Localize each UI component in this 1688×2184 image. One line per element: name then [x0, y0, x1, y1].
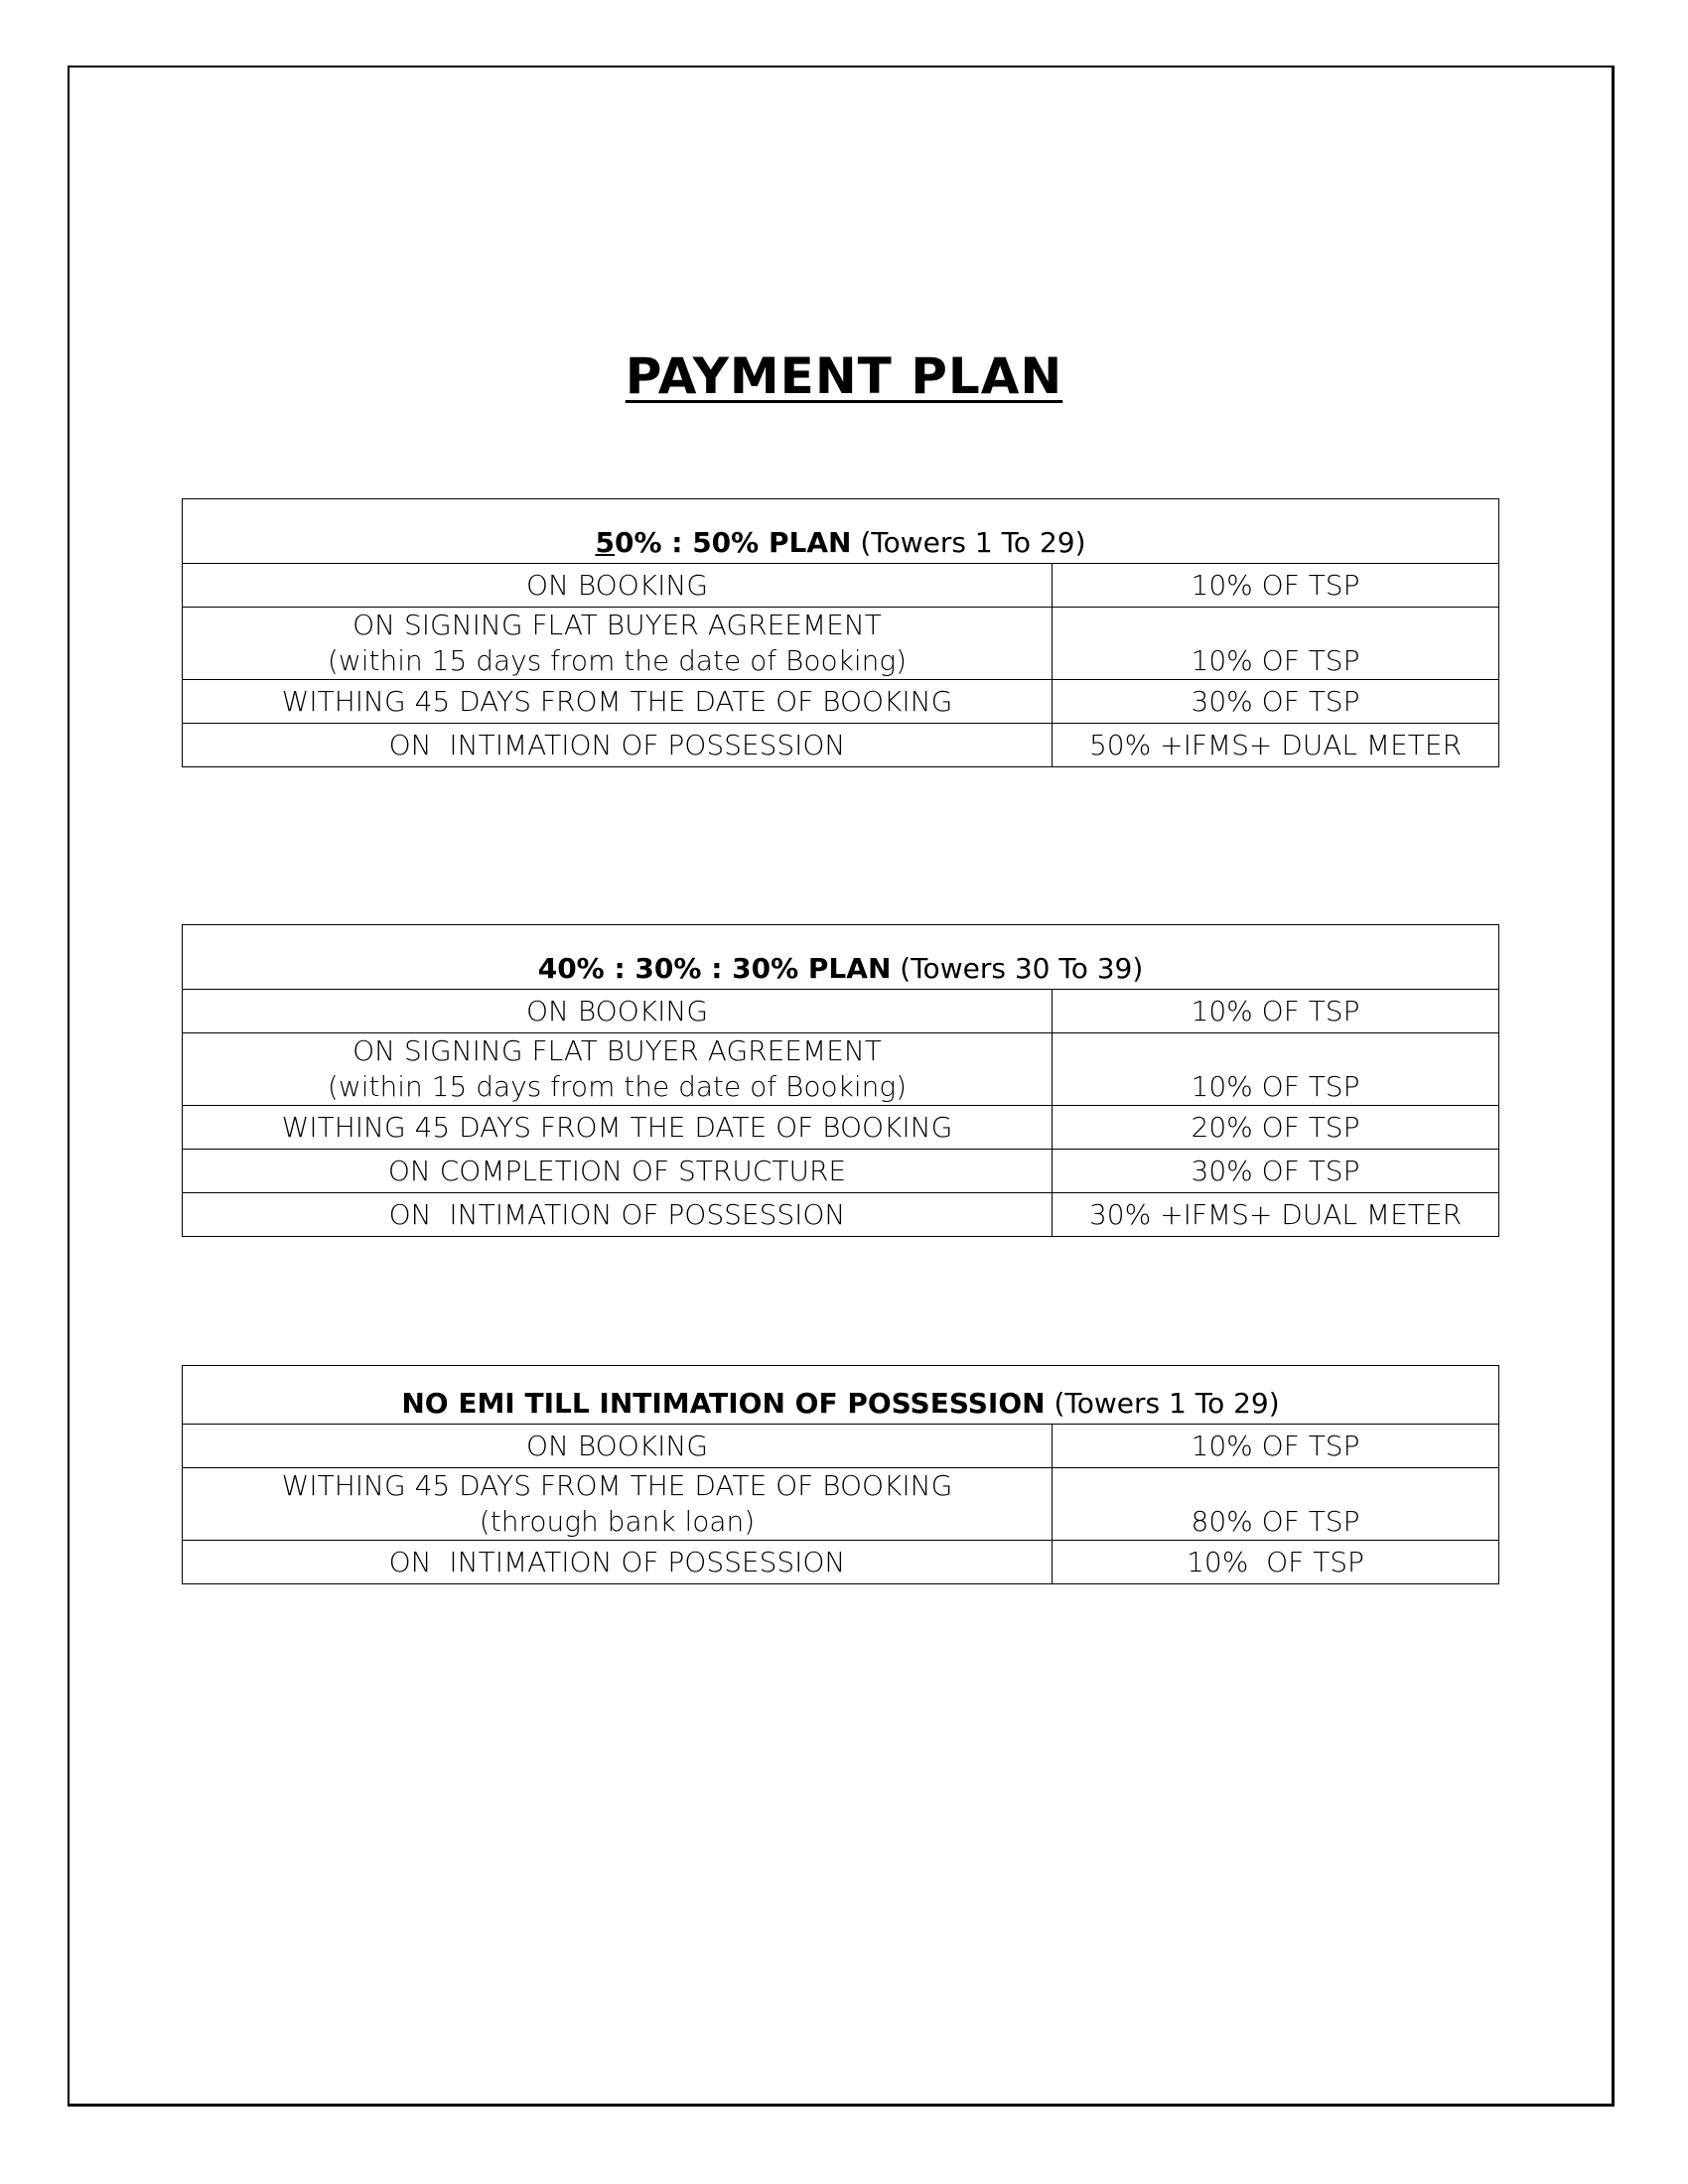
plan-heading-bold: NO EMI TILL INTIMATION OF POSSESSION: [401, 1387, 1046, 1420]
table-row: [183, 564, 1499, 608]
stage-cell: [183, 1033, 1053, 1106]
plan-heading-rest: (Towers 30 To 39): [891, 952, 1144, 985]
stage-cell: [183, 1468, 1053, 1541]
plan-heading: [183, 499, 1499, 564]
plan-heading-bold: 40% : 30% : 30% PLAN: [537, 952, 892, 985]
table-row: [183, 1106, 1499, 1150]
stage-cell: WITHING 45 DAYS FROM THE DATE OF BOOKING: [183, 1106, 1053, 1150]
amount-cell: 10% OF TSP: [1053, 1033, 1499, 1106]
amount-cell: 80% OF TSP: [1053, 1468, 1499, 1541]
table-row: [183, 1425, 1499, 1468]
amount-cell: 30% OF TSP: [1053, 1150, 1499, 1193]
stage-cell: ON INTIMATION OF POSSESSION: [183, 724, 1053, 767]
stage-cell: WITHING 45 DAYS FROM THE DATE OF BOOKING: [183, 680, 1053, 724]
stage-text: ON SIGNING FLAT BUYER AGREEMENT: [352, 609, 882, 641]
amount-cell: 20% OF TSP: [1053, 1106, 1499, 1150]
stage-cell: ON BOOKING: [183, 990, 1053, 1033]
table-row: [183, 1468, 1499, 1541]
table-row: [183, 990, 1499, 1033]
amount-cell: 10% OF TSP: [1053, 990, 1499, 1033]
stage-cell: ON BOOKING: [183, 564, 1053, 608]
page-title: [0, 347, 1688, 405]
plan-table-40-30-30: [182, 924, 1499, 1237]
amount-cell: 50% +IFMS+ DUAL METER: [1053, 724, 1499, 767]
amount-cell: 30% +IFMS+ DUAL METER: [1053, 1193, 1499, 1237]
plan-table-no-emi: [182, 1365, 1499, 1584]
plan-heading: [183, 1366, 1499, 1425]
plan-heading-bold: 0% : 50% PLAN: [614, 526, 852, 559]
table-row: [183, 1150, 1499, 1193]
plan-table-50-50: [182, 498, 1499, 767]
amount-cell: 10% OF TSP: [1053, 1425, 1499, 1468]
table-row: [183, 1541, 1499, 1584]
plan-heading-rest: (Towers 1 To 29): [851, 526, 1086, 559]
stage-text: ON SIGNING FLAT BUYER AGREEMENT: [352, 1034, 882, 1067]
amount-cell: 10% OF TSP: [1053, 1541, 1499, 1584]
plan-heading-first-char: 5: [595, 526, 615, 559]
plan-heading-rest: (Towers 1 To 29): [1045, 1387, 1280, 1420]
page-title-text: PAYMENT PLAN: [625, 347, 1063, 405]
table-row: [183, 608, 1499, 680]
amount-cell: 30% OF TSP: [1053, 680, 1499, 724]
stage-cell: ON COMPLETION OF STRUCTURE: [183, 1150, 1053, 1193]
table-row: [183, 1193, 1499, 1237]
amount-cell: 10% OF TSP: [1053, 608, 1499, 680]
stage-cell: ON INTIMATION OF POSSESSION: [183, 1193, 1053, 1237]
stage-cell: ON INTIMATION OF POSSESSION: [183, 1541, 1053, 1584]
stage-note: (through bank loan): [479, 1505, 756, 1538]
table-row: [183, 1033, 1499, 1106]
stage-note: (within 15 days from the date of Booking): [327, 644, 908, 677]
plan-heading: [183, 925, 1499, 990]
table-row: [183, 680, 1499, 724]
amount-cell: 10% OF TSP: [1053, 564, 1499, 608]
stage-cell: [183, 608, 1053, 680]
stage-text: WITHING 45 DAYS FROM THE DATE OF BOOKING: [281, 1469, 953, 1502]
stage-cell: ON BOOKING: [183, 1425, 1053, 1468]
table-row: [183, 724, 1499, 767]
stage-note: (within 15 days from the date of Booking): [327, 1070, 908, 1103]
